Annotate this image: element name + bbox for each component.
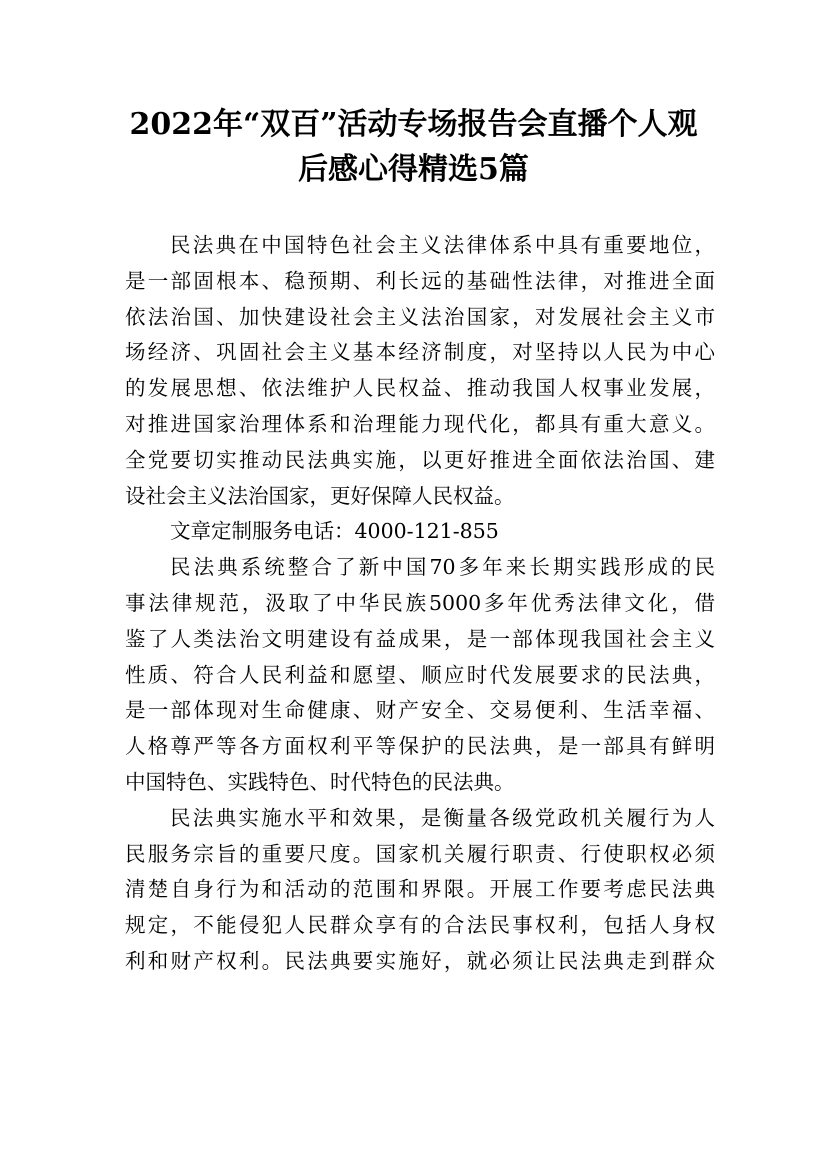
text-line: 民服务宗旨的重要尺度。国家机关履行职责、行使职权必须 — [125, 841, 715, 866]
text-line: 鉴了人类法治文明建设有益成果，是一部体现我国社会主义 — [125, 626, 715, 651]
text-line: 中国特色、实践特色、时代特色的民法典。 — [125, 769, 515, 794]
title-line: 2022年“双百”活动专场报告会直播个人观 — [129, 107, 698, 142]
text-line: 设社会主义法治国家，更好保障人民权益。 — [125, 483, 515, 508]
paragraph-1 — [125, 228, 715, 514]
text-line: 是一部体现对生命健康、财产安全、交易便利、生活幸福、 — [125, 698, 715, 723]
text-line: 的发展思想、依法维护人民权益、推动我国人权事业发展， — [125, 376, 715, 401]
paragraph-2 — [125, 550, 715, 801]
text-line: 人格尊严等各方面权利平等保护的民法典，是一部具有鲜明 — [125, 734, 715, 759]
text-line: 规定，不能侵犯人民群众享有的合法民事权利，包括人身权 — [125, 913, 715, 938]
text-line: 清楚自身行为和活动的范围和界限。开展工作要考虑民法典 — [125, 877, 715, 902]
text-line: 事法律规范，汲取了中华民族5000多年优秀法律文化，借 — [125, 590, 715, 615]
text-line: 全党要切实推动民法典实施，以更好推进全面依法治国、建 — [125, 447, 715, 472]
title-line: 后感心得精选5篇 — [298, 152, 529, 187]
text-line: 民法典系统整合了新中国70多年来长期实践形成的民 — [170, 555, 715, 580]
document-title — [100, 102, 727, 192]
text-line: 依法治国、加快建设社会主义法治国家，对发展社会主义市 — [125, 304, 715, 329]
text-line: 对推进国家治理体系和治理能力现代化，都具有重大意义。 — [125, 411, 715, 436]
document-body — [125, 228, 715, 980]
text-line: 场经济、巩固社会主义基本经济制度，对坚持以人民为中心 — [125, 340, 715, 365]
text-line: 性质、符合人民利益和愿望、顺应时代发展要求的民法典， — [125, 662, 715, 687]
text-line: 民法典实施水平和效果，是衡量各级党政机关履行为人 — [170, 805, 715, 830]
service-phone-line — [125, 514, 715, 550]
text-line: 民法典在中国特色社会主义法律体系中具有重要地位， — [170, 233, 715, 257]
text-line: 是一部固根本、稳预期、利长远的基础性法律，对推进全面 — [125, 268, 715, 293]
text-line: 文章定制服务电话：4000-121-855 — [170, 519, 499, 544]
paragraph-3 — [125, 801, 715, 980]
text-line: 利和财产权利。民法典要实施好，就必须让民法典走到群众 — [125, 948, 715, 973]
